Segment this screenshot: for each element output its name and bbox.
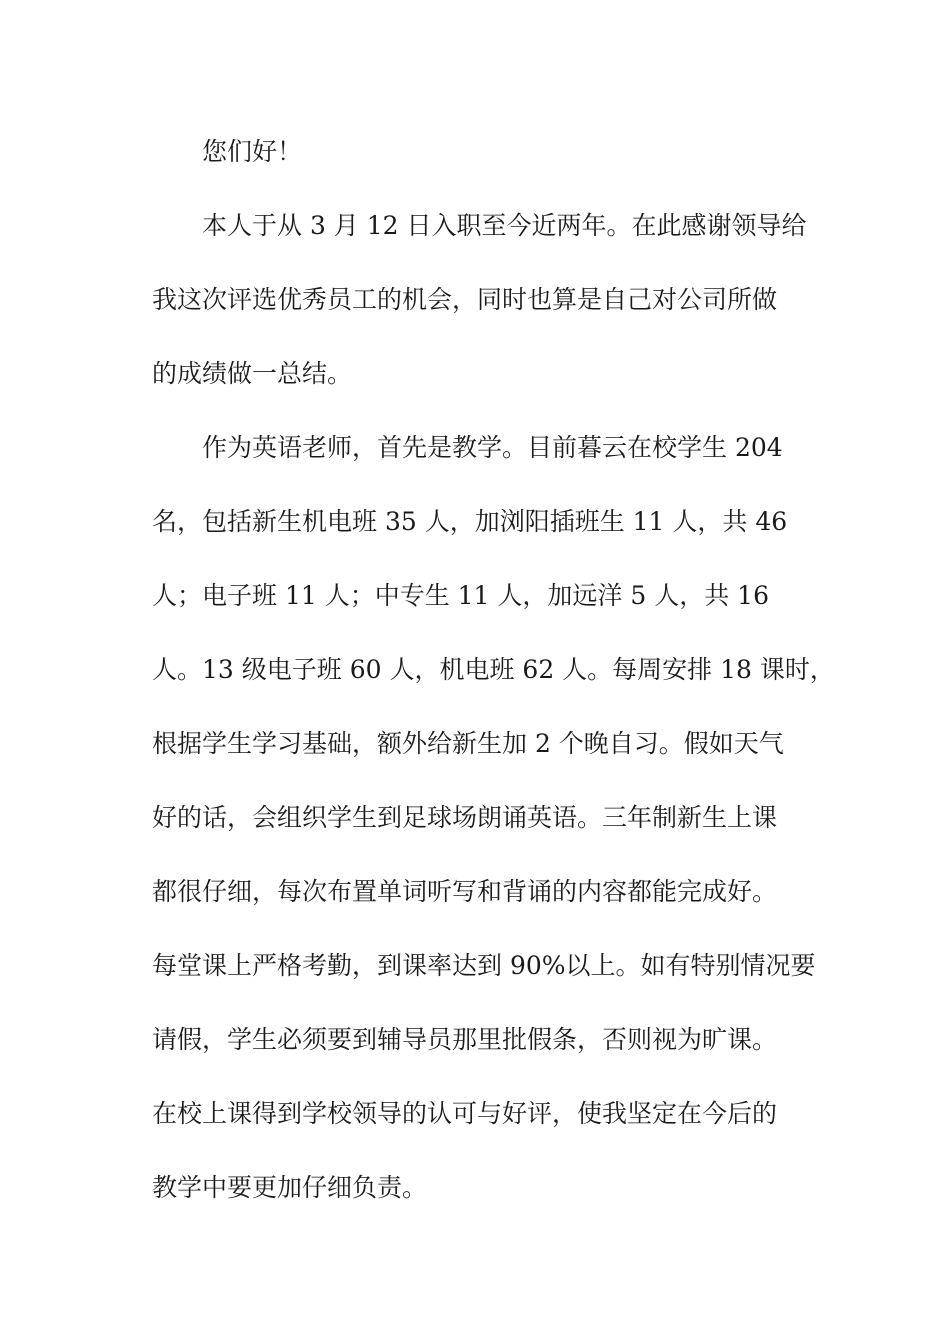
paragraph-1-line-1: 本人于从 3 月 12 日入职至今近两年。在此感谢领导给 bbox=[202, 211, 807, 240]
paragraph-2-line-9: 请假，学生必须要到辅导员那里批假条，否则视为旷课。 bbox=[152, 1025, 778, 1054]
paragraph-2-line-11: 教学中要更加仔细负责。 bbox=[152, 1173, 428, 1202]
greeting-line: 您们好！ bbox=[202, 137, 303, 166]
paragraph-2-line-6: 好的话，会组织学生到足球场朗诵英语。三年制新生上课 bbox=[152, 803, 778, 832]
paragraph-2-line-7: 都很仔细，每次布置单词听写和背诵的内容都能完成好。 bbox=[152, 877, 778, 906]
paragraph-2-line-2: 名，包括新生机电班 35 人，加浏阳插班生 11 人，共 46 bbox=[152, 507, 788, 536]
paragraph-2-line-5: 根据学生学习基础，额外给新生加 2 个晚自习。假如天气 bbox=[152, 729, 784, 758]
paragraph-2-line-3: 人；电子班 11 人；中专生 11 人，加远洋 5 人，共 16 bbox=[152, 581, 769, 610]
paragraph-1-line-2: 我这次评选优秀员工的机会，同时也算是自己对公司所做 bbox=[152, 285, 778, 314]
paragraph-2-line-10: 在校上课得到学校领导的认可与好评，使我坚定在今后的 bbox=[152, 1099, 778, 1128]
paragraph-2-line-8: 每堂课上严格考勤，到课率达到 90%以上。如有特别情况要 bbox=[152, 951, 816, 980]
paragraph-2-line-1: 作为英语老师，首先是教学。目前暮云在校学生 204 bbox=[202, 433, 783, 462]
paragraph-1-line-3: 的成绩做一总结。 bbox=[152, 359, 353, 388]
paragraph-2-line-4: 人。13 级电子班 60 人，机电班 62 人。每周安排 18 课时， bbox=[152, 655, 835, 684]
